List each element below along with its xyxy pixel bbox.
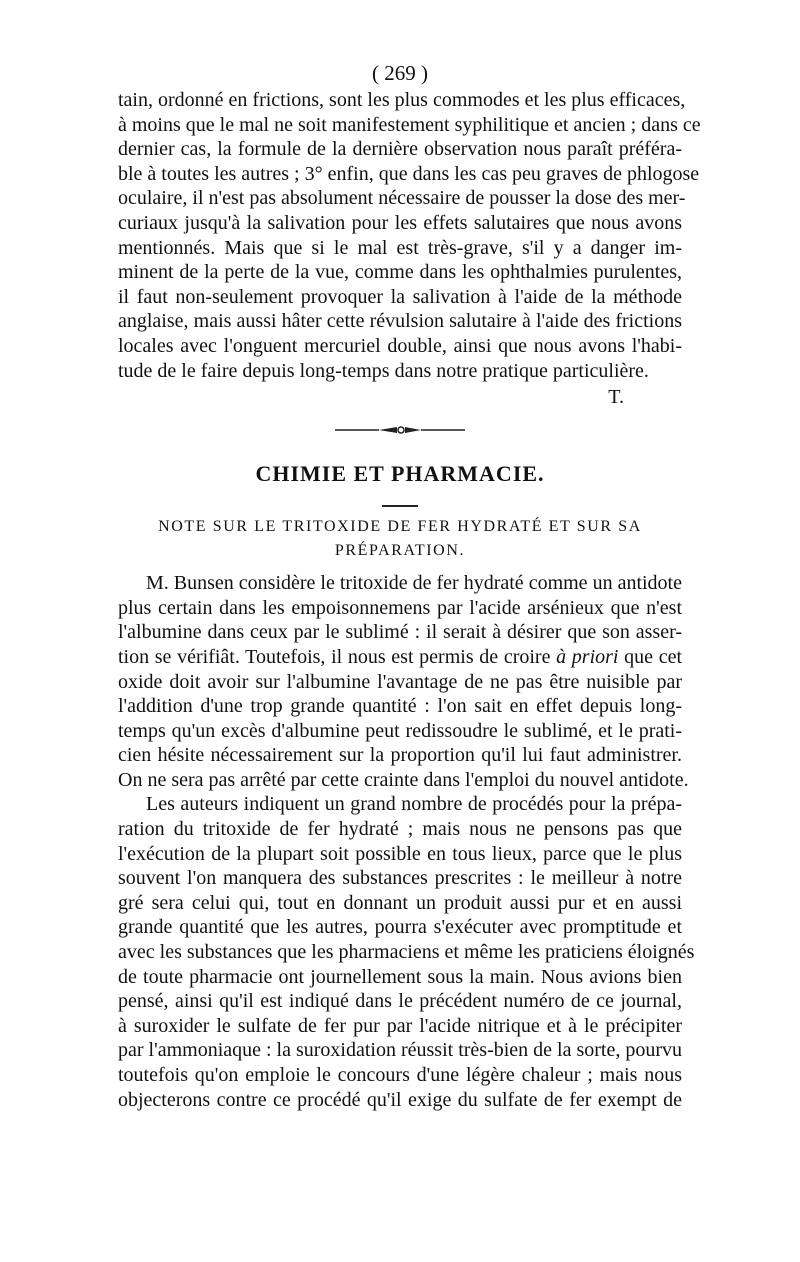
paragraph-preparation [118,792,695,1112]
text-line: cien hésite nécessairement sur la proportion qu'il lui faut administrer. [118,744,682,767]
text-line: toutefois qu'on emploie le concours d'une légère chaleur ; mais nous [118,1064,682,1086]
text-segment: tion se vérifiât. Toutefois, il nous est permis de croire [118,645,557,668]
text-line: On ne sera pas arrêté par cette crainte dans l'emploi du nouvel antidote. [118,768,689,791]
text-line: l'exécution de la plupart soit possible en tous lieux, parce que le plus [118,842,682,865]
note-title [118,515,682,563]
page-number: ( 269 ) [372,61,428,85]
text-line: à suroxider le sulfate de fer pur par l'acide nitrique et à le précipiter [118,1014,682,1037]
text-line: curiaux jusqu'à la salivation pour les effets salutaires que nous avons [118,211,682,234]
text-line: ble à toutes les autres ; 3° enfin, que dans les cas peu graves de phlogose [118,162,700,185]
text-line: objecterons contre ce procédé qu'il exige du sulfate de fer exempt de [118,1088,682,1111]
text-line: gré sera celui qui, tout en donnant un produit aussi pur et en aussi [118,891,682,914]
text-segment: que cet [618,645,683,668]
text-line: de toute pharmacie ont journellement sous la main. Nous avions bien [118,965,682,988]
note-title-line: NOTE SUR LE TRITOXIDE DE FER HYDRATÉ ET SUR SA [158,518,642,536]
text-line: minent de la perte de la vue, comme dans les ophthalmies purulentes, [118,261,682,284]
text-line: oculaire, il n'est pas absolument nécessaire de pousser la dose des mer- [118,187,686,210]
title-rule [382,505,418,507]
text-line: par l'ammoniaque : la suroxidation réussit très-bien de la sorte, pourvu [118,1039,683,1062]
text-line: souvent l'on manquera des substances prescrites : le meilleur à notre [118,867,682,890]
note-title-line: PRÉPARATION. [334,542,466,560]
author-signature: T. [608,386,624,409]
text-line: anglaise, mais aussi hâter cette révulsion salutaire à l'aide des frictions [118,310,682,333]
text-line: ration du tritoxide de fer hydraté ; mais nous ne pensons pas que [118,818,682,841]
text-line: l'albumine dans ceux par le sublimé : il serait à désirer que son asser- [118,621,682,644]
text-line: temps qu'un excès d'albumine peut redissoudre le sublimé, et le prati- [118,719,682,742]
text-line: l'addition d'une trop grande quantité : l'on sait en effet depuis long- [118,695,682,718]
text-line: tain, ordonné en frictions, sont les plus commodes et les plus efficaces, [118,89,686,111]
book-page [118,60,701,1112]
text-line [118,645,682,670]
text-line: plus certain dans les empoisonnemens par l'acide arsénieux que n'est [118,596,682,619]
text-line: à moins que le mal ne soit manifestement syphilitique et ancien ; dans ce [118,113,701,136]
italic-phrase: à priori [556,645,619,668]
text-line: pensé, ainsi qu'il est indiqué dans le précédent numéro de ce journal, [118,990,682,1013]
text-line: avec les substances que les pharmaciens et même les praticiens éloignés [118,941,695,964]
text-line: dernier cas, la formule de la dernière observation nous paraît préféra- [118,138,682,161]
text-line: locales avec l'onguent mercuriel double, ainsi que nous avons l'habi- [118,334,682,357]
text-line: M. Bunsen considère le tritoxide de fer hydraté comme un antidote [146,572,682,595]
ornament-divider [335,423,465,437]
text-line: grande quantité que les autres, pourra s'exécuter avec promptitude et [118,916,682,939]
text-line: oxide doit avoir sur l'albumine l'avantage de ne pas être nuisible par [118,670,682,693]
paragraph-antidote [118,571,689,792]
paragraph-continuation [118,88,701,383]
text-line: il faut non-seulement provoquer la salivation à l'aide de la méthode [118,285,682,308]
text-line: tude de le faire depuis long-temps dans notre pratique particulière. [118,359,649,382]
text-line: mentionnés. Mais que si le mal est très-grave, s'il y a danger im- [118,236,682,259]
section-title: CHIMIE ET PHARMACIE. [255,461,545,487]
text-line: Les auteurs indiquent un grand nombre de procédés pour la prépa- [146,793,682,816]
